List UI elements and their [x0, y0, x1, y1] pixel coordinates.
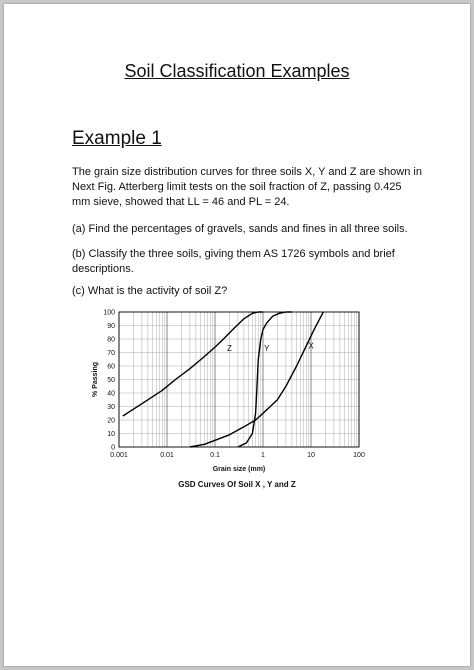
figure-caption: GSD Curves Of Soil X , Y and Z	[178, 480, 296, 489]
series-label-z: Z	[227, 344, 232, 354]
y-tick-label: 60	[107, 363, 115, 371]
x-tick-label: 1	[261, 452, 265, 459]
page-title: Soil Classification Examples	[124, 61, 350, 81]
y-tick-label: 10	[107, 431, 115, 438]
question-c: (c) What is the activity of soil Z?	[72, 285, 228, 297]
x-tick-label: 10	[307, 452, 315, 459]
problem-statement: The grain size distribution curves for three soils X, Y and Z are shown in Next Fig. Atterberg limit tests on the soil fraction of Z, passing 0.425 mm sieve, showed that LL = 46 and PL = 24.	[72, 166, 422, 208]
example-heading: Example 1	[72, 128, 162, 149]
y-tick-label: 70	[107, 350, 115, 357]
x-tick-label: 0.1	[210, 452, 220, 459]
gsd-chart-svg	[64, 300, 384, 480]
y-tick-label: 30	[107, 404, 115, 411]
y-tick-label: 90	[107, 323, 115, 330]
y-tick-label: 80	[107, 336, 115, 344]
x-tick-label: 100	[353, 452, 365, 459]
y-tick-label: 20	[107, 417, 115, 425]
series-label-x: X	[308, 341, 314, 351]
y-tick-label: 50	[107, 377, 115, 384]
gsd-chart	[64, 300, 384, 500]
x-tick-label: 0.01	[160, 452, 174, 459]
x-tick-label: 0.001	[110, 452, 128, 459]
document-page	[4, 4, 470, 666]
y-tick-label: 0	[111, 444, 115, 452]
question-b: (b) Classify the three soils, giving them AS 1726 symbols and brief descriptions.	[72, 248, 395, 275]
y-tick-label: 100	[103, 309, 115, 317]
series-label-y: Y	[264, 344, 270, 354]
series-line-z	[123, 312, 263, 416]
y-tick-label: 40	[107, 390, 115, 398]
y-axis-title: % Passing	[92, 361, 99, 398]
x-axis-title: Grain size (mm)	[212, 466, 266, 473]
question-a: (a) Find the percentages of gravels, sands and fines in all three soils.	[72, 223, 408, 235]
